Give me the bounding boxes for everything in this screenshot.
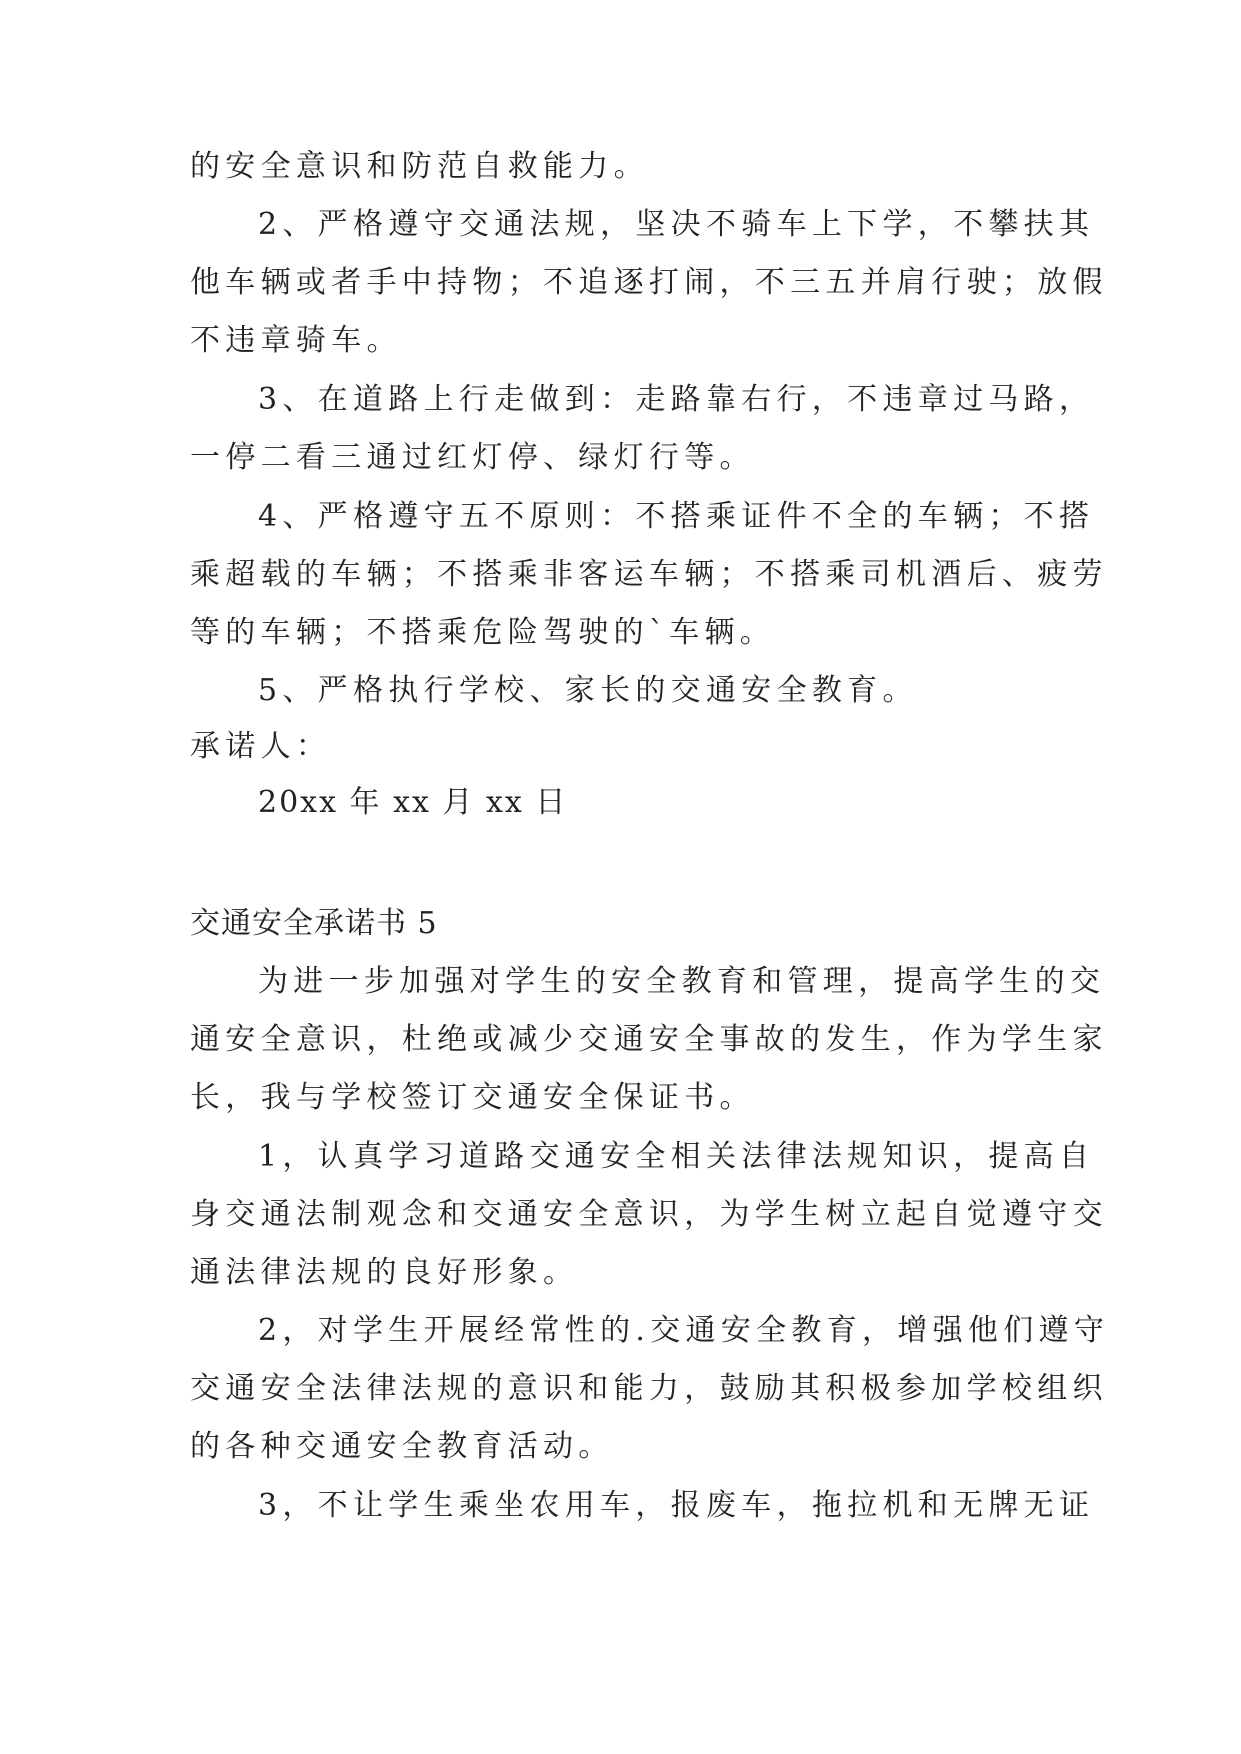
text-line: 等的车辆；不搭乘危险驾驶的`车辆。 [190, 615, 776, 650]
text-line: 长，我与学校签订交通安全保证书。 [190, 1080, 755, 1115]
date-line: 20xx 年 xx 月 xx 日 [258, 785, 568, 820]
text-line: 通安全意识，杜绝或减少交通安全事故的发生，作为学生家 [190, 1022, 1108, 1057]
text-line: 3、在道路上行走做到：走路靠右行，不违章过马路， [258, 382, 1095, 417]
text-line: 通法律法规的良好形象。 [190, 1255, 579, 1290]
text-line: 4、严格遵守五不原则：不搭乘证件不全的车辆；不搭 [258, 499, 1095, 534]
text-line: 他车辆或者手中持物；不追逐打闹，不三五并肩行驶；放假 [190, 265, 1108, 300]
text-line: 为进一步加强对学生的安全教育和管理，提高学生的交 [258, 964, 1106, 999]
signatory-label: 承诺人： [190, 729, 332, 764]
text-line: 1，认真学习道路交通安全相关法律法规知识，提高自 [258, 1139, 1095, 1174]
text-line: 身交通法制观念和交通安全意识，为学生树立起自觉遵守交 [190, 1197, 1108, 1232]
text-line: 2、严格遵守交通法规，坚决不骑车上下学，不攀扶其 [258, 207, 1095, 242]
text-line: 5、严格执行学校、家长的交通安全教育。 [258, 673, 918, 708]
text-line: 交通安全法律法规的意识和能力，鼓励其积极参加学校组织 [190, 1371, 1108, 1406]
text-line: 3，不让学生乘坐农用车，报废车，拖拉机和无牌无证 [258, 1488, 1095, 1523]
text-line: 的各种交通安全教育活动。 [190, 1429, 614, 1464]
text-line: 乘超载的车辆；不搭乘非客运车辆；不搭乘司机酒后、疲劳 [190, 557, 1108, 592]
text-line: 一停二看三通过红灯停、绿灯行等。 [190, 440, 755, 475]
text-line: 2，对学生开展经常性的.交通安全教育，增强他们遵守 [258, 1313, 1110, 1348]
text-line: 的安全意识和防范自救能力。 [190, 149, 649, 184]
section-heading: 交通安全承诺书 5 [190, 906, 438, 941]
text-line: 不违章骑车。 [190, 323, 402, 358]
